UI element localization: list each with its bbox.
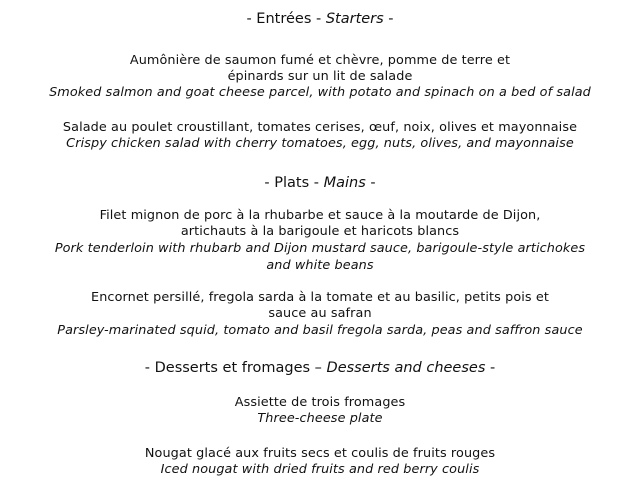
- dish-en-line: Smoked salmon and goat cheese parcel, with potato and spinach on a bed of salad: [49, 85, 591, 100]
- section-heading-mains: [0, 174, 640, 192]
- dish-fr-line: Encornet persillé, fregola sarda à la tomate et au basilic, petits pois et: [91, 290, 549, 305]
- dish-en-line: and white beans: [266, 258, 374, 273]
- dish-fr-line: Assiette de trois fromages: [234, 395, 406, 410]
- dish-en-line: Iced nougat with dried fruits and red berry coulis: [160, 462, 480, 477]
- dish-en-line: Three-cheese plate: [257, 411, 383, 426]
- section-heading-en: Mains: [323, 175, 366, 191]
- section-heading-suffix: -: [485, 360, 496, 376]
- section-heading-en: Desserts and cheeses: [326, 360, 486, 376]
- dish-en-line: Pork tenderloin with rhubarb and Dijon mustard sauce, barigoule-style artichokes: [54, 241, 586, 256]
- dish-fr-line: Filet mignon de porc à la rhubarbe et sauce à la moutarde de Dijon,: [99, 208, 541, 223]
- dish-fr-line: épinards sur un lit de salade: [227, 69, 413, 84]
- dish-fr-line: artichauts à la barigoule et haricots blancs: [180, 224, 460, 239]
- dish-en-line: Crispy chicken salad with cherry tomatoes, egg, nuts, olives, and mayonnaise: [66, 136, 574, 151]
- dish-fr-line: Nougat glacé aux fruits secs et coulis de fruits rouges: [144, 446, 496, 461]
- section-heading-fr: - Desserts et fromages –: [144, 360, 327, 376]
- section-heading-starters: [0, 10, 640, 28]
- dish-fr-line: Salade au poulet croustillant, tomates cerises, œuf, noix, olives et mayonnaise: [62, 120, 578, 135]
- section-heading-en: Starters: [325, 11, 384, 27]
- section-heading-fr: - Entrées -: [246, 11, 326, 27]
- section-heading-fr: - Plats -: [264, 175, 324, 191]
- dish-en-line: Parsley-marinated squid, tomato and basil fregola sarda, peas and saffron sauce: [57, 323, 583, 338]
- section-heading-suffix: -: [383, 11, 394, 27]
- dish-fr-line: Aumônière de saumon fumé et chèvre, pomme de terre et: [129, 53, 511, 68]
- dish-fr-line: sauce au safran: [268, 306, 372, 321]
- section-heading-desserts: [0, 359, 640, 377]
- section-heading-suffix: -: [365, 175, 376, 191]
